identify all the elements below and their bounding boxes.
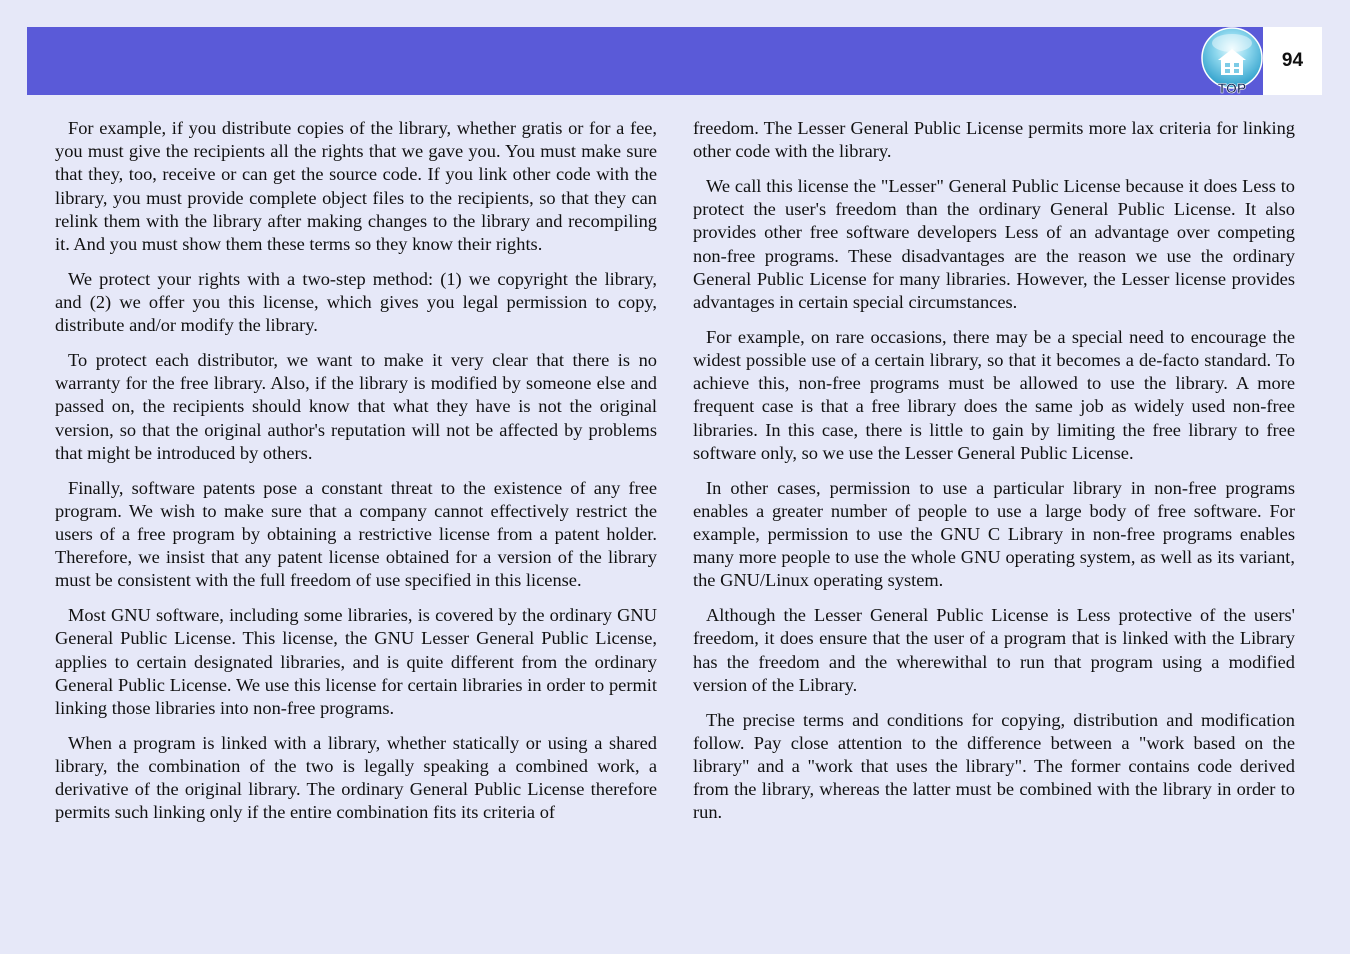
paragraph: When a program is linked with a library, whether statically or using a shared library, the combination of the two is legally speaking a combined work, a derivative of the original library. The ordinary General Public License therefore permits such linking only if the entire combination fits its criteria of xyxy=(55,732,657,823)
right-column xyxy=(693,117,1295,836)
top-label: TOP xyxy=(1217,80,1247,96)
top-button[interactable] xyxy=(1199,27,1265,97)
paragraph: We protect your rights with a two-step method: (1) we copyright the library, and (2) we offer you this license, which gives you legal permission to copy, distribute and/or modify the library. xyxy=(55,268,657,336)
page-number-box xyxy=(1263,27,1322,95)
header-bar xyxy=(27,27,1263,95)
paragraph: In other cases, permission to use a particular library in non-free programs enables a greater number of people to use a large body of free software. For example, permission to use the GNU C Library in non-free programs enables many more people to use the whole GNU operating system, as well as its variant, the GNU/Linux operating system. xyxy=(693,477,1295,591)
paragraph: Most GNU software, including some libraries, is covered by the ordinary GNU General Public License. This license, the GNU Lesser General Public License, applies to certain designated libraries, and is quite different from the ordinary General Public License. We use this license for certain libraries in order to permit linking those libraries into non-free programs. xyxy=(55,605,657,719)
paragraph: For example, if you distribute copies of the library, whether gratis or for a fee, you must give the recipients all the rights that we gave you. You must make sure that they, too, receive or can get the source code. If you link other code with the library, you must provide complete object files to the recipients, so that they can relink them with the library after making changes to the library and recompiling it. And you must show them these terms so they know their rights. xyxy=(55,118,657,255)
left-column xyxy=(55,117,657,836)
paragraph: Finally, software patents pose a constant threat to the existence of any free program. We wish to make sure that a company cannot effectively restrict the users of a free program by obtaining a restrictive license from a patent holder. Therefore, we insist that any patent license obtained for a version of the library must be consistent with the full freedom of use specified in this license. xyxy=(55,477,657,591)
paragraph: To protect each distributor, we want to make it very clear that there is no warranty for the free library. Also, if the library is modified by someone else and passed on, the recipients should know that what they have is not the original version, so that the original author's reputation will not be affected by problems that might be introduced by others. xyxy=(55,350,657,463)
paragraph: For example, on rare occasions, there may be a special need to encourage the widest possible use of a certain library, so that it becomes a de-facto standard. To achieve this, non-free programs must be allowed to use the library. A more frequent case is that a free library does the same job as widely used non-free libraries. In this case, there is little to gain by limiting the free library to free software only, so we use the Lesser General Public License. xyxy=(693,326,1295,463)
paragraph-continuation: freedom. The Lesser General Public License permits more lax criteria for linking other code with the library. xyxy=(693,118,1295,162)
paragraph: We call this license the "Lesser" General Public License because it does Less to protect the user's freedom than the ordinary General Public License. It also provides other free software developers Less of an advantage over competing non-free programs. These disadvantages are the reason we use the ordinary General Public License for many libraries. However, the Lesser license provides advantages in certain special circumstances. xyxy=(693,176,1295,313)
paragraph: Although the Lesser General Public License is Less protective of the users' freedom, it does ensure that the user of a program that is linked with the Library has the freedom and the wherewithal to run that program using a modified version of the Library. xyxy=(693,605,1295,695)
home-icon xyxy=(1199,27,1265,97)
paragraph: The precise terms and conditions for copying, distribution and modification follow. Pay close attention to the difference between a "work based on the library" and a "work that uses the library". The former contains code derived from the library, whereas the latter must be combined with the library in order to run. xyxy=(693,709,1295,823)
page-number: 94 xyxy=(1281,50,1304,71)
